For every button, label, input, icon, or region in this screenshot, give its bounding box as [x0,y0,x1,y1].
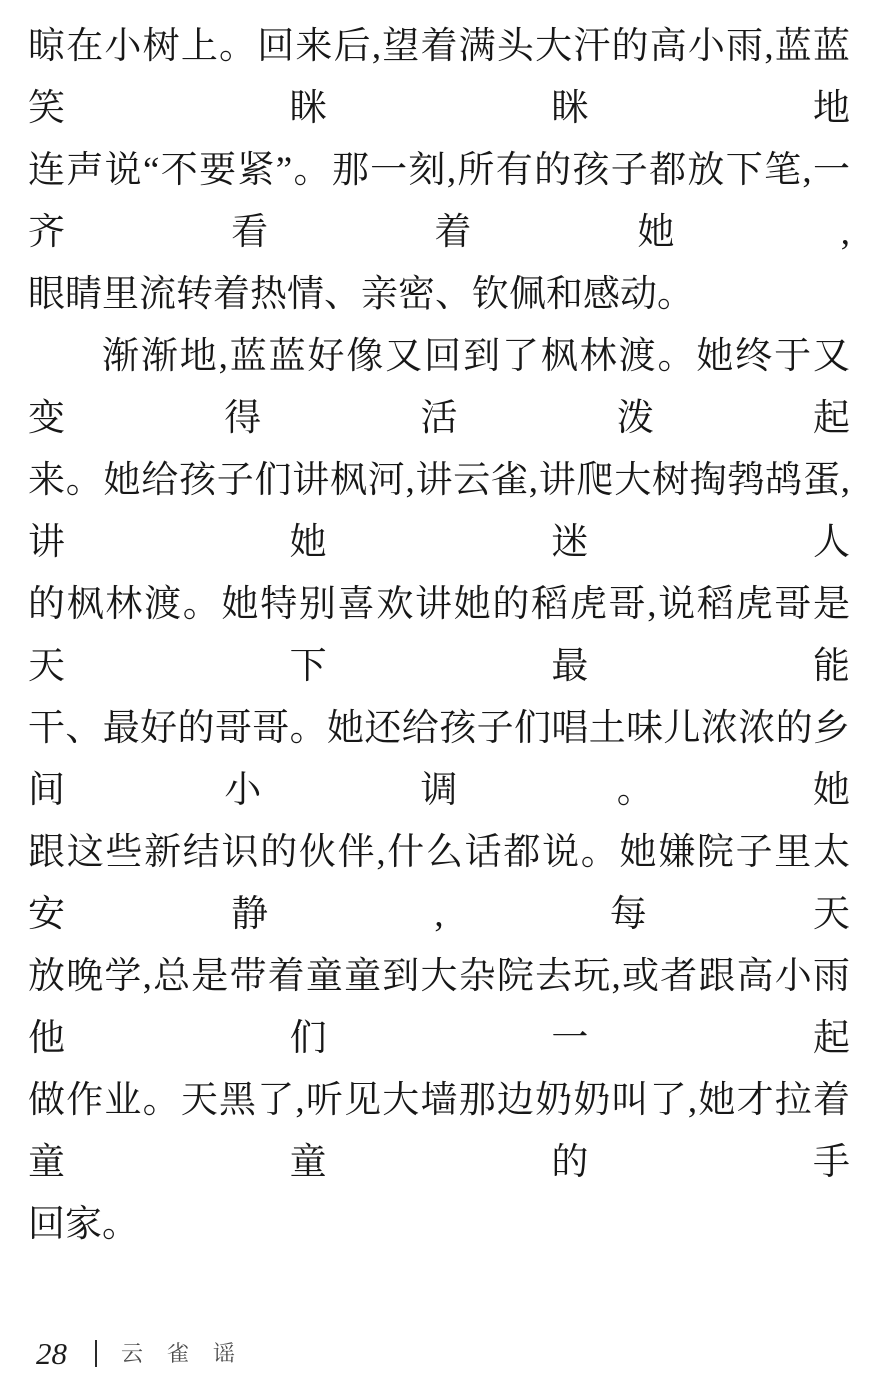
text-line: 干、最好的哥哥。她还给孩子们唱土味儿浓浓的乡间小调。她 [28,708,850,811]
page-body-text [28,16,850,1256]
page-footer [36,1338,259,1369]
text-line: 跟这些新结识的伙伴,什么话都说。她嫌院子里太安静,每天 [28,832,850,935]
text-line: 眼睛里流转着热情、亲密、钦佩和感动。 [28,274,694,315]
text-line: 晾在小树上。回来后,望着满头大汗的高小雨,蓝蓝笑眯眯地 [28,26,850,129]
book-title: 云雀谣 [121,1340,260,1366]
page-number: 28 [36,1336,67,1371]
text-line: 渐渐地,蓝蓝好像又回到了枫林渡。她终于又变得活泼起 [28,336,850,439]
footer-divider-bar [95,1340,97,1367]
text-line: 连声说“不要紧”。那一刻,所有的孩子都放下笔,一齐看着她, [28,150,850,253]
text-line: 做作业。天黑了,听见大墙那边奶奶叫了,她才拉着童童的手 [28,1080,850,1183]
text-line: 回家。 [28,1204,139,1245]
text-line: 放晚学,总是带着童童到大杂院去玩,或者跟高小雨他们一起 [28,956,850,1059]
text-line: 来。她给孩子们讲枫河,讲云雀,讲爬大树掏鹁鸪蛋,讲她迷人 [28,460,850,563]
text-line: 的枫林渡。她特别喜欢讲她的稻虎哥,说稻虎哥是天下最能 [28,584,850,687]
